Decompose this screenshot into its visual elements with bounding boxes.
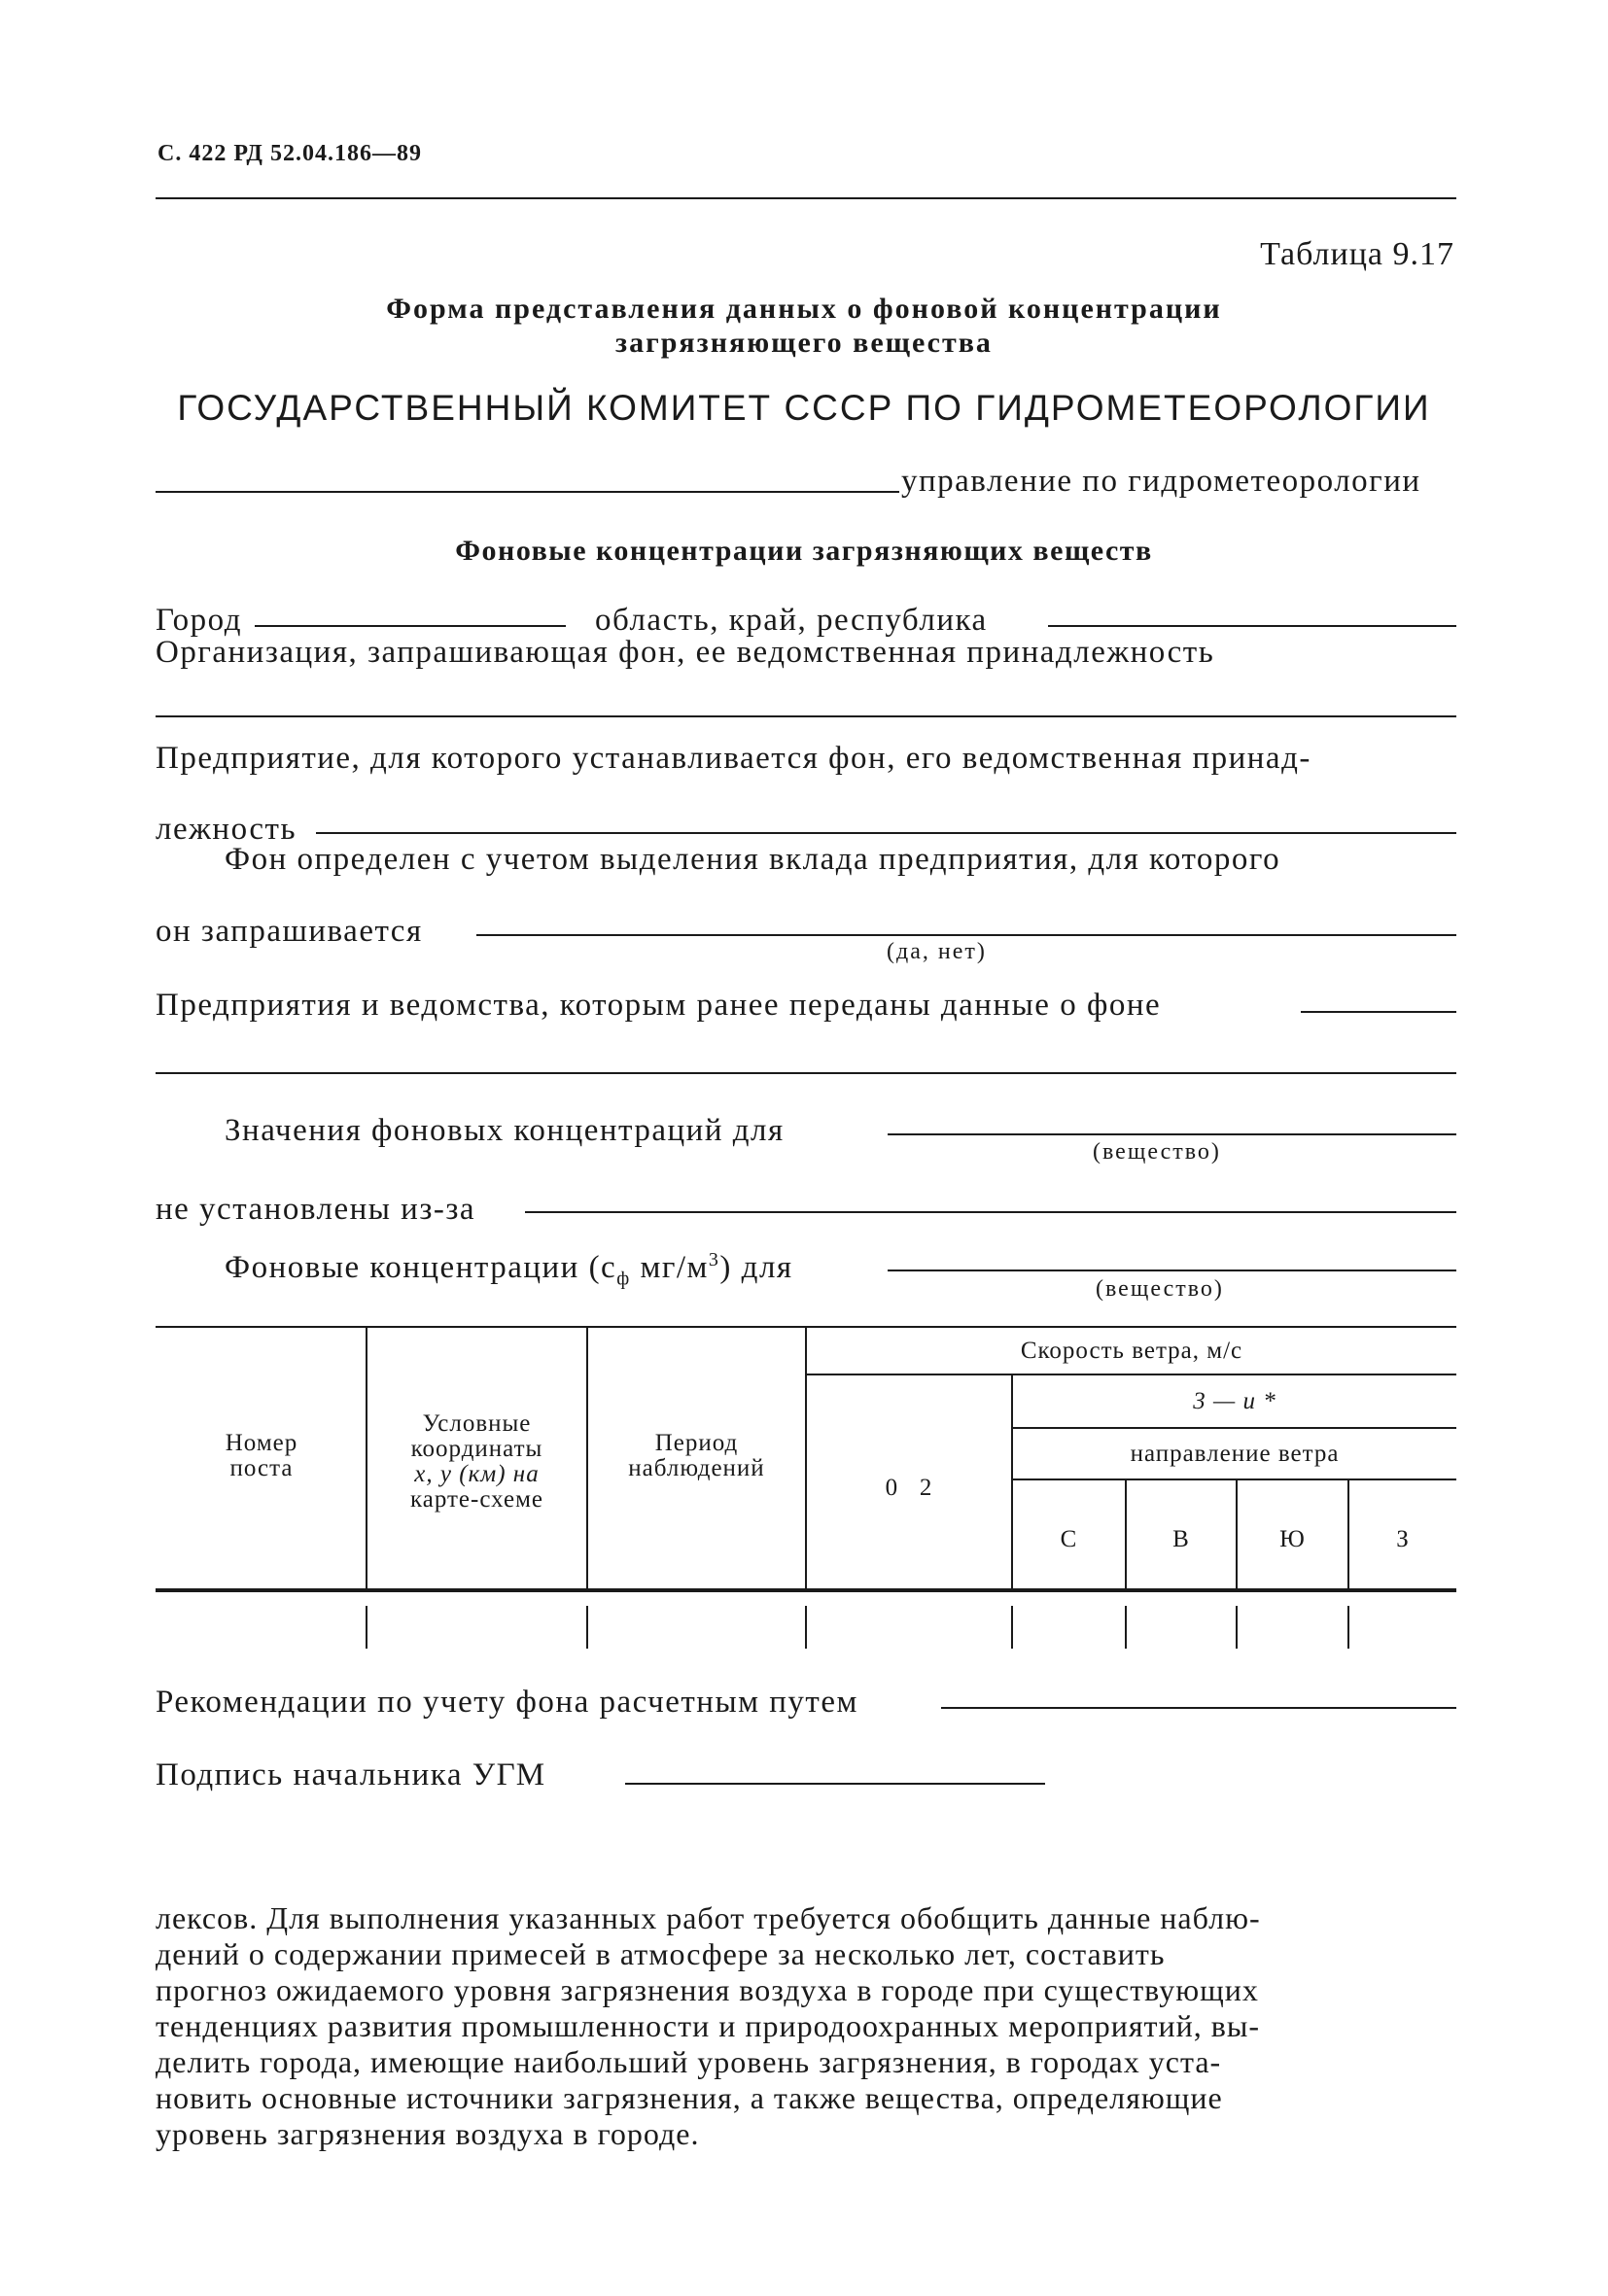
wind-direction-header: направление ветра <box>1130 1441 1340 1467</box>
yes-no-hint: (да, нет) <box>887 939 987 964</box>
col-post-header-line2: поста <box>229 1455 294 1481</box>
city-blank <box>255 625 566 627</box>
committee-heading: ГОСУДАРСТВЕННЫЙ КОМИТЕТ СССР ПО ГИДРОМЕТЕОРОЛОГИИ <box>177 388 1431 428</box>
concentrations-label <box>225 1249 793 1291</box>
col-period-line2: наблюдений <box>628 1455 765 1481</box>
not-established-label: не установлены из-за <box>156 1192 476 1227</box>
col-period-header <box>588 1431 805 1481</box>
row-tick-7 <box>1347 1606 1349 1649</box>
city-label: Город <box>156 603 243 638</box>
row-tick-1 <box>366 1606 367 1649</box>
enterprise-label: Предприятие, для которого устанавливается фон, его ведомственная принад- <box>156 741 1311 776</box>
substance-hint-2: (вещество) <box>1096 1276 1224 1302</box>
continuation-paragraph <box>156 1900 1456 2152</box>
concentration-subscript: ф <box>616 1268 631 1290</box>
col-period-line1: Период <box>654 1430 739 1456</box>
concentrations-text: Фоновые концентрации (c <box>225 1250 617 1285</box>
prior-recipients-blank-2 <box>156 1072 1456 1074</box>
contribution-label: Фон определен с учетом выделения вклада предприятия, для которого <box>225 842 1281 877</box>
department-blank <box>156 491 899 493</box>
concentration-units: мг/м <box>630 1250 709 1285</box>
organization-blank <box>156 715 1456 717</box>
speed-range-low: 0 2 <box>885 1475 933 1501</box>
continuation-line-1: лексов. Для выполнения указанных работ требуется обобщить данные наблю- <box>156 1900 1261 1935</box>
wind-speed-header: Скорость ветра, м/с <box>1020 1338 1243 1364</box>
col-coordinates-line2: координаты <box>410 1436 543 1462</box>
col-post-header-line1: Номер <box>225 1430 298 1456</box>
page-header: С. 422 РД 52.04.186—89 <box>157 141 422 166</box>
col-coordinates-line3: x, y (км) на <box>414 1461 540 1487</box>
concentrations-tail: ) для <box>719 1250 793 1285</box>
region-blank <box>1048 625 1456 627</box>
substance-blank-2 <box>888 1270 1456 1271</box>
signature-blank <box>625 1783 1045 1785</box>
row-tick-3 <box>805 1606 807 1649</box>
substance-hint-1: (вещество) <box>1093 1139 1221 1165</box>
continuation-line-3: прогноз ожидаемого уровня загрязнения воздуха в городе при существующих <box>156 1972 1259 2007</box>
contribution-label-continued: он запрашивается <box>156 914 423 949</box>
direction-east: В <box>1172 1526 1190 1552</box>
reason-blank <box>525 1211 1456 1213</box>
table-direction-rule <box>1013 1478 1456 1480</box>
department-suffix: управление по гидрометеорологии <box>901 464 1421 499</box>
continuation-line-6: новить основные источники загрязнения, а также вещества, определяющие <box>156 2080 1223 2115</box>
form-title-line2: загрязняющего вещества <box>615 327 993 359</box>
region-label: область, край, республика <box>595 603 988 638</box>
form-title-line1: Форма представления данных о фоновой концентрации <box>386 293 1222 325</box>
continuation-line-7: уровень загрязнения воздуха в городе. <box>156 2116 700 2151</box>
values-for-label: Значения фоновых концентраций для <box>225 1113 785 1148</box>
table-speed-range-rule <box>1013 1427 1456 1429</box>
continuation-line-5: делить города, имеющие наибольший уровень загрязнения, в городах уста- <box>156 2044 1222 2079</box>
col-coordinates-line1: Условные <box>422 1410 532 1437</box>
direction-south: Ю <box>1279 1526 1306 1552</box>
table-wind-speed-rule <box>807 1374 1456 1375</box>
recommendations-blank <box>941 1707 1456 1709</box>
col-coordinates-header <box>367 1411 586 1513</box>
organization-label: Организация, запрашивающая фон, ее ведомственная принадлежность <box>156 635 1215 670</box>
row-tick-6 <box>1236 1606 1238 1649</box>
col-post-header <box>157 1431 366 1481</box>
direction-west: З <box>1396 1526 1410 1552</box>
table-header-bottom-rule <box>156 1588 1456 1592</box>
concentration-exponent: 3 <box>708 1249 720 1270</box>
contribution-blank <box>476 934 1456 936</box>
signature-label: Подпись начальника УГМ <box>156 1757 546 1792</box>
prior-recipients-label: Предприятия и ведомства, которым ранее переданы данные о фоне <box>156 988 1162 1023</box>
enterprise-label-continued: лежность <box>156 812 297 847</box>
row-tick-5 <box>1125 1606 1127 1649</box>
enterprise-blank <box>316 832 1456 834</box>
table-number: Таблица 9.17 <box>1260 236 1454 272</box>
form-subtitle: Фоновые концентрации загрязняющих веществ <box>455 535 1153 567</box>
recommendations-label: Рекомендации по учету фона расчетным путем <box>156 1685 858 1720</box>
continuation-line-4: тенденциях развития промышленности и природоохранных мероприятий, вы- <box>156 2008 1261 2043</box>
direction-north: С <box>1060 1526 1078 1552</box>
table-col-divider-3 <box>805 1326 807 1588</box>
substance-blank-1 <box>888 1133 1456 1135</box>
col-coordinates-line4: карте-схеме <box>409 1486 544 1513</box>
row-tick-2 <box>586 1606 588 1649</box>
prior-recipients-blank <box>1301 1011 1456 1013</box>
header-rule <box>156 197 1456 199</box>
speed-range-high: 3 — u * <box>1193 1388 1276 1414</box>
row-tick-4 <box>1011 1606 1013 1649</box>
continuation-line-2: дений о содержании примесей в атмосфере за несколько лет, составить <box>156 1936 1166 1971</box>
